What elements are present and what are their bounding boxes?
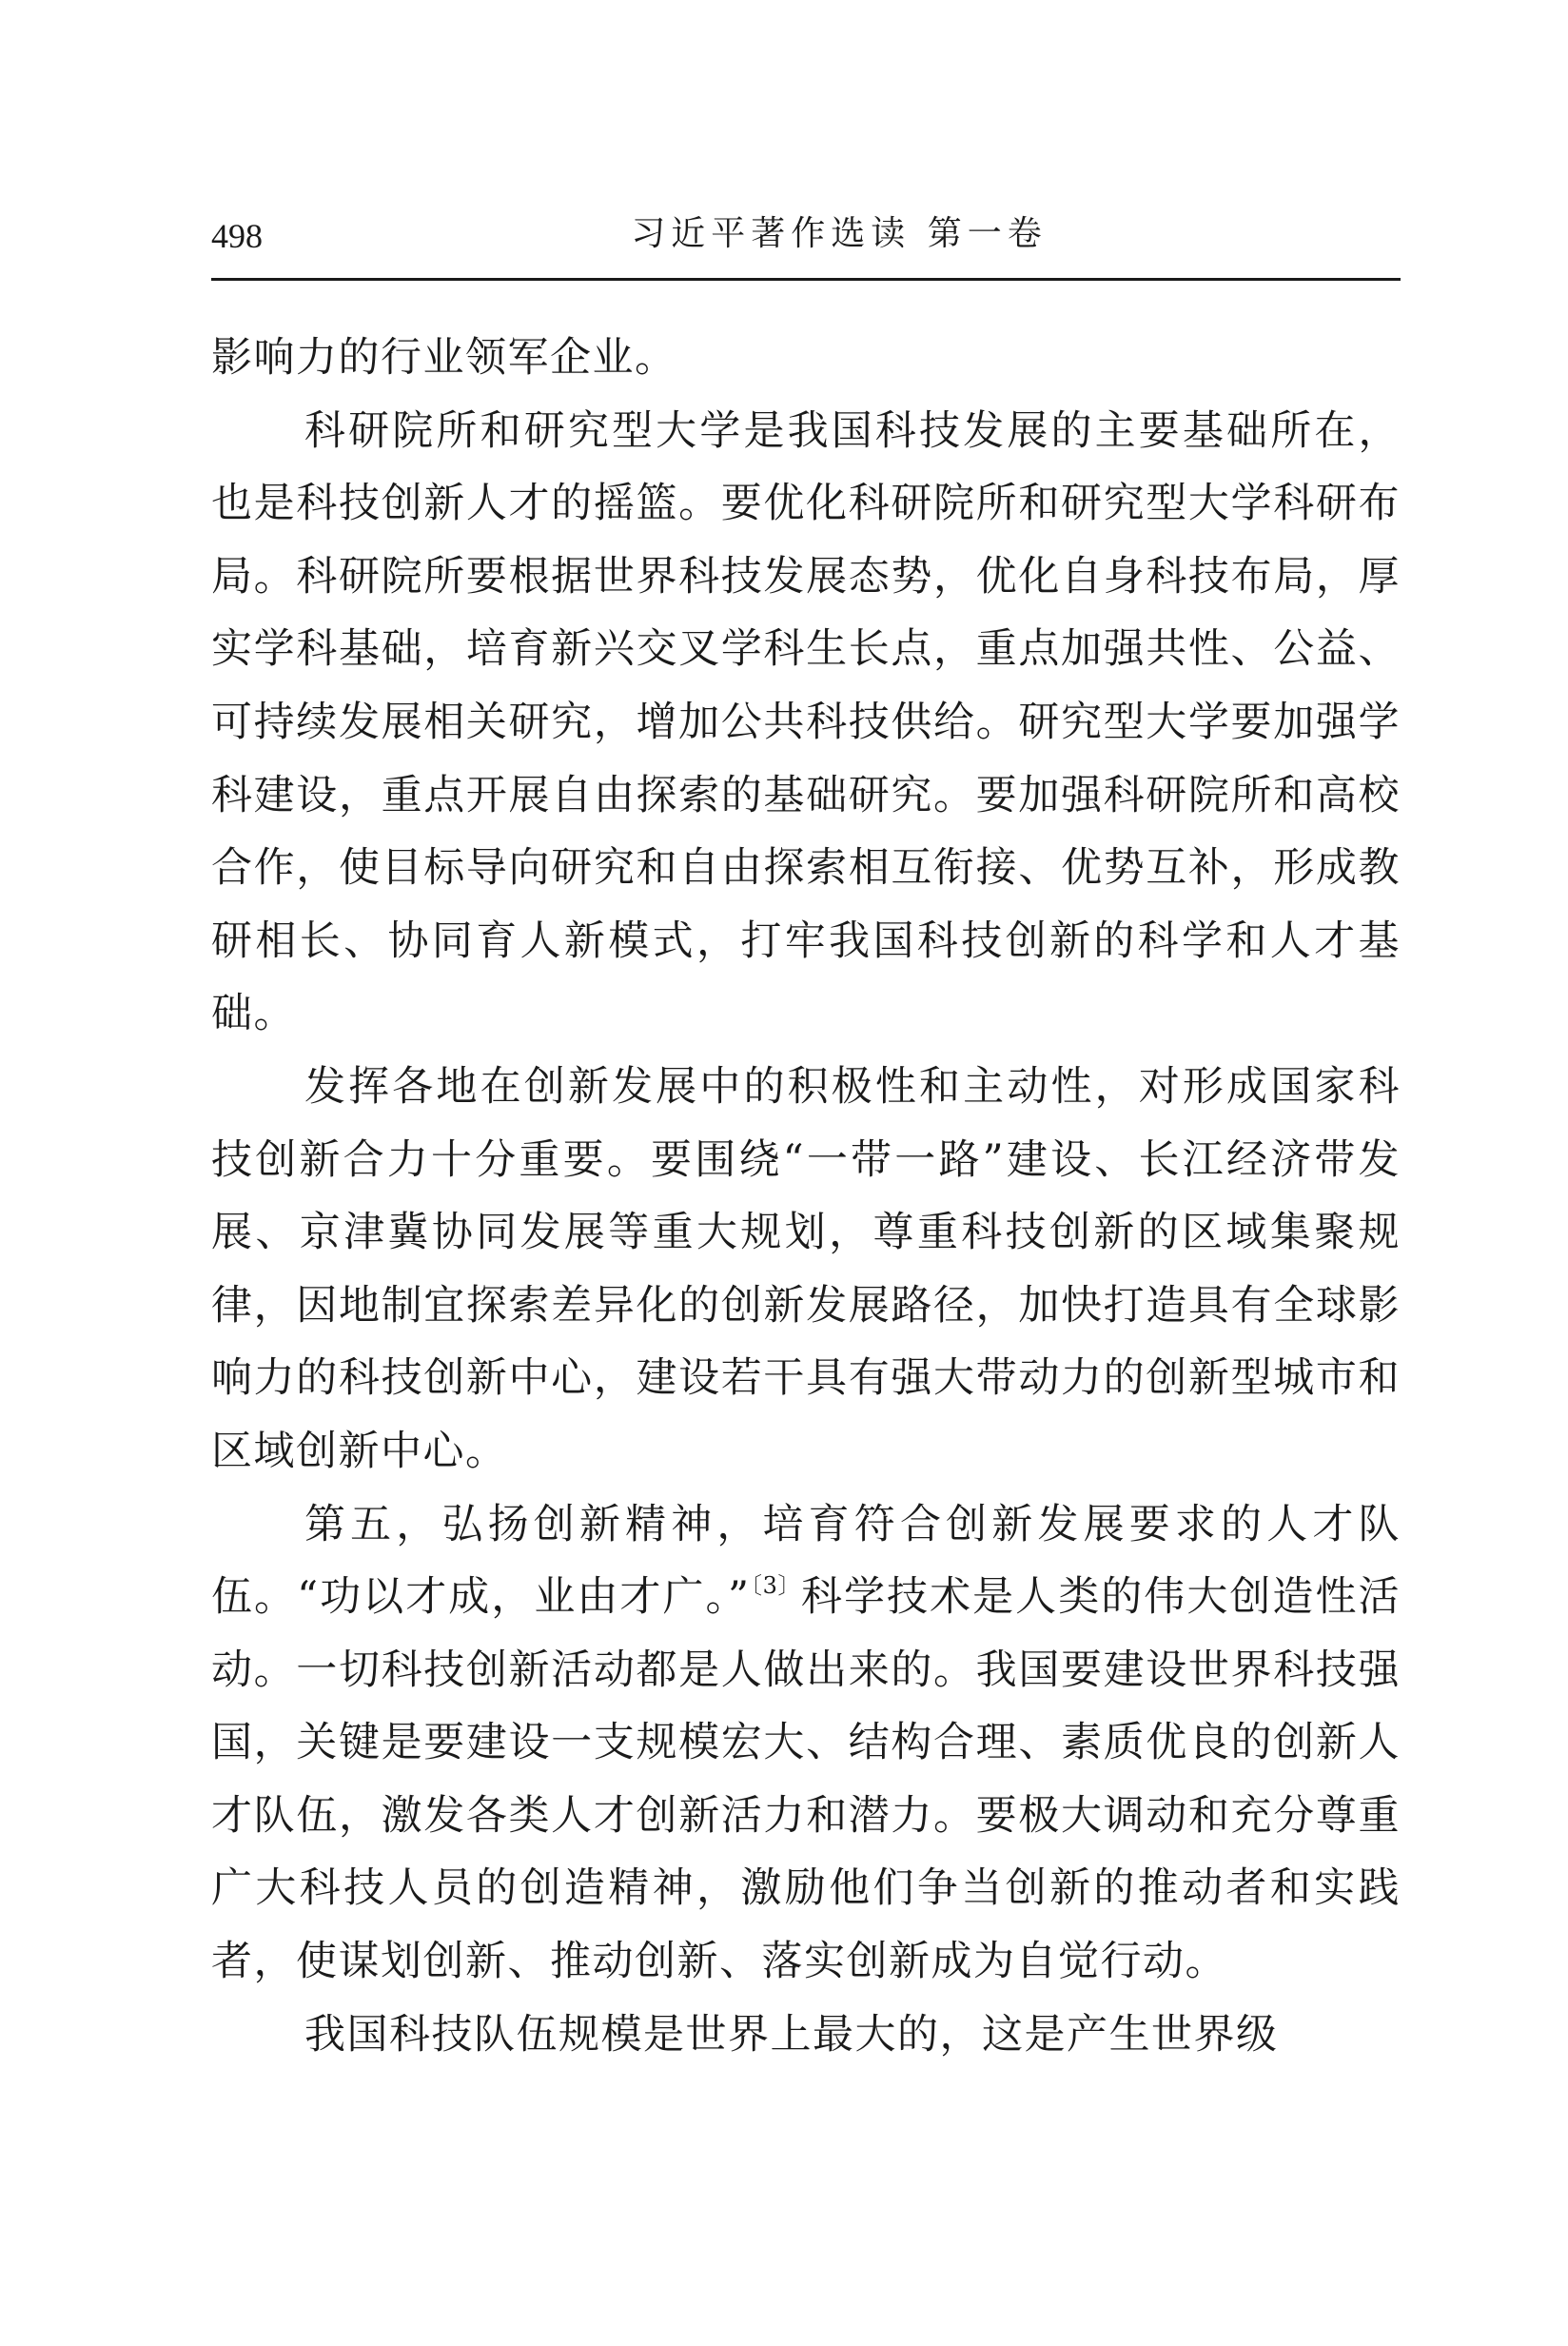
paragraph-innovation-spirit (211, 1488, 1401, 1999)
paragraph-text: 第五，弘扬创新精神，培育符合创新发展要求的人才队伍。“功以才成，业由才广。” (211, 1500, 1401, 1622)
footnote-marker: 〔3〕 (750, 1572, 801, 1600)
page-number: 498 (211, 217, 263, 255)
page-header (211, 211, 1401, 268)
running-head: 习近平著作选读 第一卷 (631, 214, 1048, 253)
body-text (211, 322, 1401, 2071)
paragraph-continuation: 影响力的行业领军企业。 (211, 334, 677, 382)
paragraph-text: 科学技术是人类的伟大创造性活动。一切科技创新活动都是人做出来的。我国要建设世界科技强国，关键是要建设一支规模宏大、结构合理、素质优良的创新人才队伍，激发各类人才创新活力和潜力。要极大调动和充分尊重广大科技人员的创造精神，激励他们争当创新的推动者和实践者，使谋划创新、推动创新、落实创新成为自觉行动。 (211, 1573, 1401, 1986)
header-rule (211, 278, 1401, 281)
paragraph-regional-innovation: 发挥各地在创新发展中的积极性和主动性，对形成国家科技创新合力十分重要。要围绕“一带一路”建设、长江经济带发展、京津冀协同发展等重大规划，尊重科技创新的区域集聚规律，因地制宜探索差异化的创新发展路径，加快打造具有全球影响力的科技创新中心，建设若干具有强大带动力的创新型城市和区域创新中心。 (211, 1062, 1401, 1475)
paragraph-talent-team: 我国科技队伍规模是世界上最大的，这是产生世界级 (304, 2010, 1279, 2059)
paragraph-research-institutes: 科研院所和研究型大学是我国科技发展的主要基础所在，也是科技创新人才的摇篮。要优化科研院所和研究型大学科研布局。科研院所要根据世界科技发展态势，优化自身科技布局，厚实学科基础，培育新兴交叉学科生长点，重点加强共性、公益、可持续发展相关研究，增加公共科技供给。研究型大学要加强学科建设，重点开展自由探索的基础研究。要加强科研院所和高校合作，使目标导向研究和自由探索相互衔接、优势互补，形成教研相长、协同育人新模式，打牢我国科技创新的科学和人才基础。 (211, 406, 1401, 1038)
